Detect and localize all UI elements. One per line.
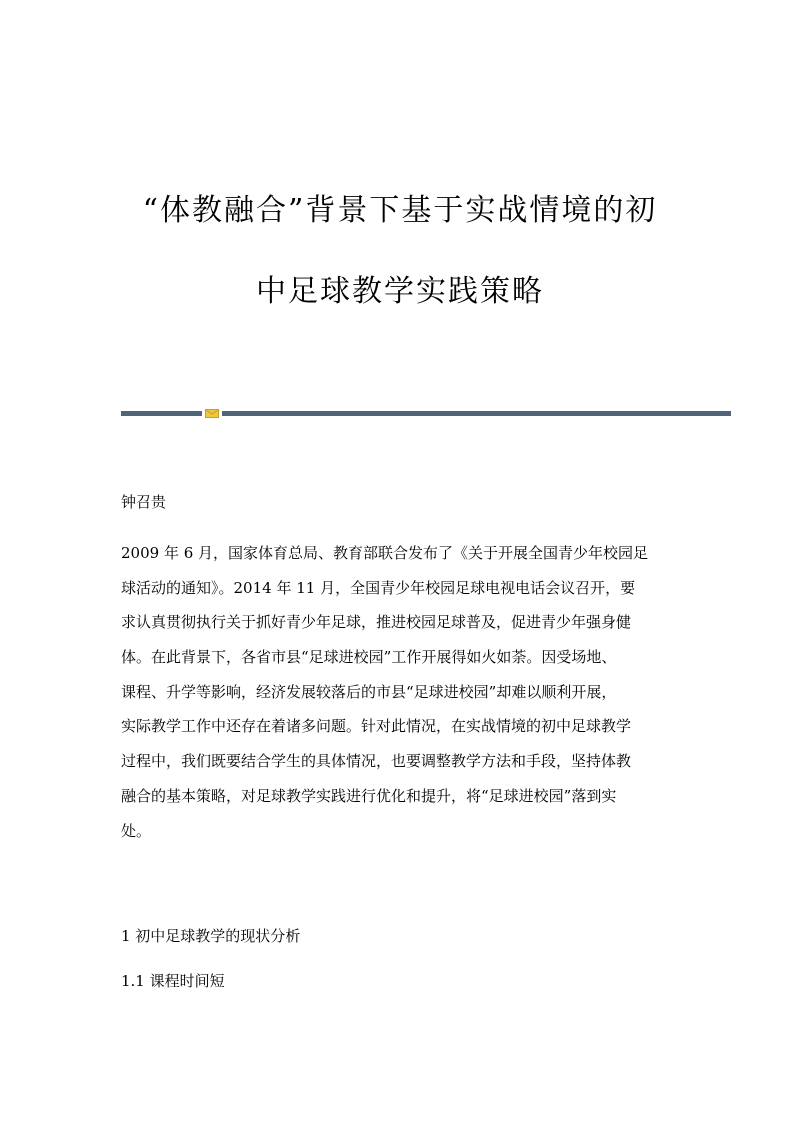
intro-paragraph <box>121 536 681 848</box>
document-title-line-2: 中足球教学实践策略 <box>256 274 544 309</box>
subsection-heading-1-1: 1.1 课程时间短 <box>121 972 225 990</box>
paragraph-line: 处。 <box>121 821 152 840</box>
paragraph-line: 2009 年 6 月，国家体育总局、教育部联合发布了《关于开展全国青少年校园足 <box>121 544 649 562</box>
divider-bar-right <box>222 411 731 416</box>
title-divider <box>121 409 731 417</box>
author-name: 钟召贵 <box>121 493 167 511</box>
paragraph-line: 实际教学工作中还存在着诸多问题。针对此情况，在实战情境的初中足球教学 <box>121 717 632 736</box>
divider-bar-left <box>121 411 202 416</box>
paragraph-line: 体。在此背景下，各省市县“足球进校园”工作开展得如火如荼。因受场地、 <box>121 648 617 667</box>
paragraph-line: 求认真贯彻执行关于抓好青少年足球，推进校园足球普及，促进青少年强身健 <box>121 613 632 632</box>
paragraph-line: 球活动的通知》。2014 年 11 月，全国青少年校园足球电视电话会议召开，要 <box>121 578 636 597</box>
paragraph-line: 融合的基本策略，对足球教学实践进行优化和提升，将“足球进校园”落到实 <box>121 786 617 805</box>
section-heading-1: 1 初中足球教学的现状分析 <box>121 927 301 945</box>
paragraph-line: 课程、升学等影响，经济发展较落后的市县“足球进校园”却难以顺利开展， <box>121 682 617 701</box>
envelope-icon <box>205 409 219 418</box>
document-title-line-1: “体教融合”背景下基于实战情境的初 <box>142 193 658 228</box>
paragraph-line: 过程中，我们既要结合学生的具体情况，也要调整教学方法和手段，坚持体教 <box>121 752 632 771</box>
